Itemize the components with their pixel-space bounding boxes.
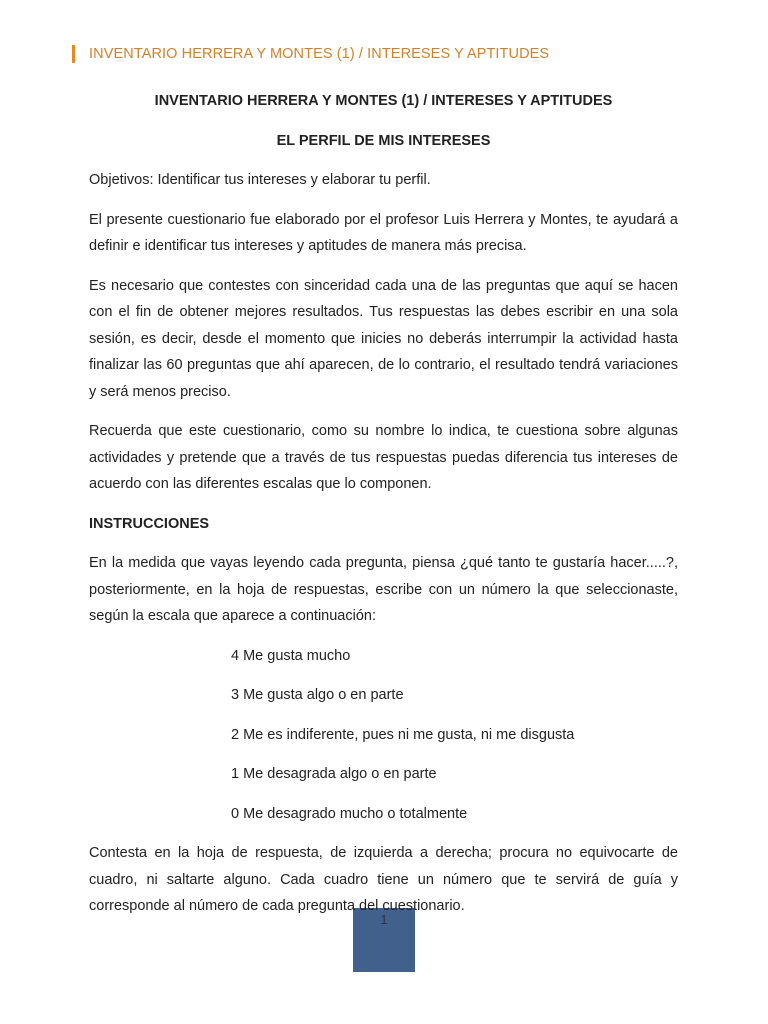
instructions-paragraph: En la medida que vayas leyendo cada pregunta, piensa ¿qué tanto te gustaría hacer.....?, posteriormente, en la hoja de respuestas, escribe con un número la que seleccionaste, según la escala que aparece a continuación:: [89, 555, 678, 624]
paragraph-sincerity: Es necesario que contestes con sinceridad cada una de las preguntas que aquí se hacen con el fin de obtener mejores resultados. Tus respuestas las debes escribir en una sola sesión, es decir, desde el momento que inicies no deberás interrumpir la actividad hasta finalizar las 60 preguntas que ahí aparecen, de lo contrario, el resultado tendrá variaciones y será menos preciso.: [89, 277, 678, 400]
header-title: INVENTARIO HERRERA Y MONTES (1) / INTERESES Y APTITUDES: [89, 46, 550, 62]
scale-item: 3 Me gusta algo o en parte: [231, 687, 404, 703]
page-number: 1: [380, 912, 388, 927]
closing-paragraph: Contesta en la hoja de respuesta, de izquierda a derecha; procura no equivocarte de cuadro, ni saltarte alguno. Cada cuadro tiene un número que te servirá de guía y corresponde al número de cada pregunta del cuestionario.: [89, 845, 678, 914]
scale-item: 1 Me desagrada algo o en parte: [231, 766, 437, 782]
running-header: [72, 44, 549, 64]
document-subtitle: EL PERFIL DE MIS INTERESES: [276, 132, 491, 149]
paragraph-reminder: Recuerda que este cuestionario, como su nombre lo indica, te cuestiona sobre algunas actividades y pretende que a través de tus respuestas puedas diferencia tus intereses de acuerdo con las diferentes escalas que lo componen.: [89, 423, 678, 492]
scale-list: [89, 643, 678, 828]
scale-item: 0 Me desagrado mucho o totalmente: [231, 805, 468, 822]
scale-item: 4 Me gusta mucho: [231, 647, 351, 664]
document-body: [89, 88, 678, 920]
header-accent-bar: [72, 45, 75, 63]
scale-item: 2 Me es indiferente, pues ni me gusta, ni me disgusta: [231, 726, 575, 743]
paragraph-intro: El presente cuestionario fue elaborado por el profesor Luis Herrera y Montes, te ayudará a definir e identificar tus intereses y aptitudes de manera más precisa.: [89, 211, 678, 254]
instructions-heading: INSTRUCCIONES: [89, 515, 210, 532]
paragraph-objectives: Objetivos: Identificar tus intereses y elaborar tu perfil.: [89, 172, 431, 188]
document-title: INVENTARIO HERRERA Y MONTES (1) / INTERESES Y APTITUDES: [154, 93, 613, 109]
